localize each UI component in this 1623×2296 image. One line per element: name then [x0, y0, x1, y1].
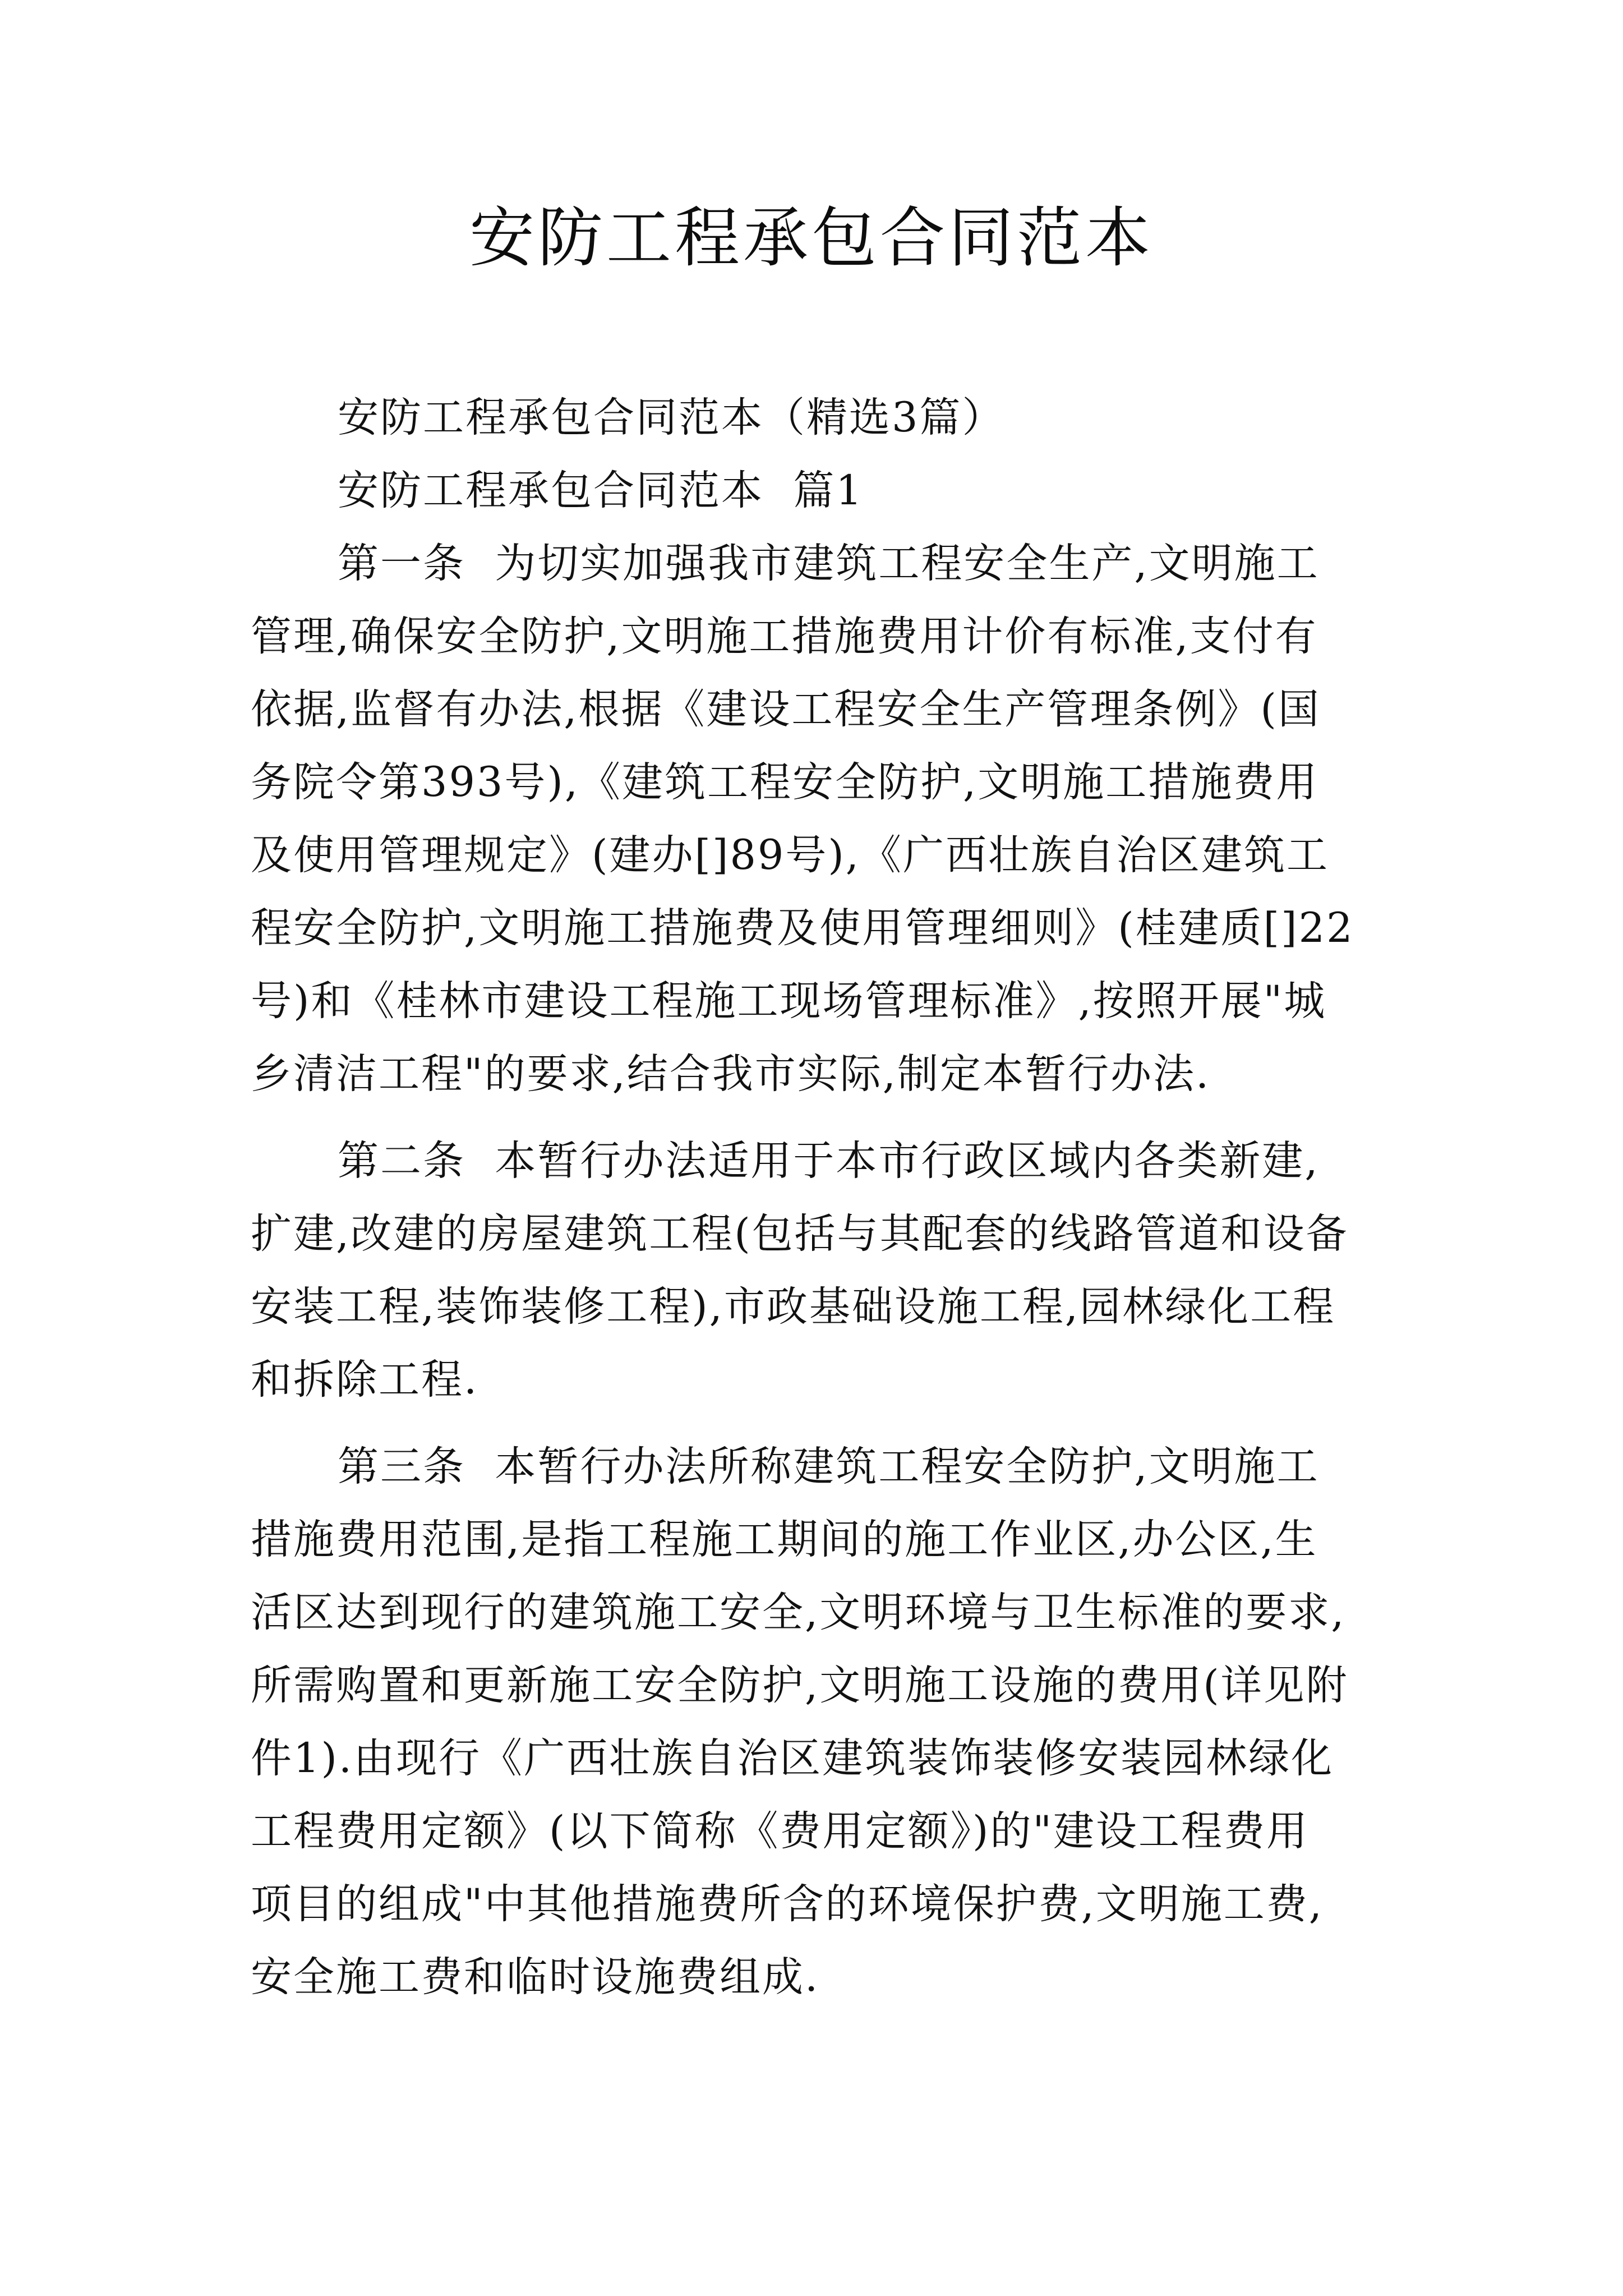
paragraph-line: 措施费用范围,是指工程施工期间的施工作业区,办公区,生 — [251, 1516, 1318, 1563]
document-body — [251, 381, 1389, 2014]
paragraph-line: 安装工程,装饰装修工程),市政基础设施工程,园林绿化工程 — [251, 1283, 1336, 1331]
paragraph-line: 安全施工费和临时设施费组成. — [251, 1953, 820, 2001]
paragraph-article-2 — [251, 1125, 1389, 1416]
paragraph-line: 项目的组成"中其他措施费所含的环境保护费,文明施工费, — [251, 1880, 1324, 1928]
paragraph-line: 第三条 本暂行办法所称建筑工程安全防护,文明施工 — [338, 1443, 1320, 1490]
section-heading: 安防工程承包合同范本 篇1 — [338, 467, 864, 514]
paragraph-line: 所需购置和更新施工安全防护,文明施工设施的费用(详见附 — [251, 1662, 1349, 1709]
paragraph-line: 工程费用定额》(以下简称《费用定额》)的"建设工程费用 — [251, 1807, 1310, 1855]
paragraph-line: 及使用管理规定》(建办[]89号),《广西壮族自治区建筑工 — [251, 831, 1330, 879]
paragraph-line: 号)和《桂林市建设工程施工现场管理标准》,按照开展"城 — [251, 977, 1327, 1025]
paragraph-line: 活区达到现行的建筑施工安全,文明环境与卫生标准的要求, — [251, 1589, 1346, 1636]
paragraph-line: 管理,确保安全防护,文明施工措施费用计价有标准,支付有 — [251, 613, 1318, 660]
paragraph-line: 和拆除工程. — [251, 1356, 479, 1404]
paragraph-line: 第二条 本暂行办法适用于本市行政区域内各类新建, — [338, 1137, 1320, 1185]
document-subtitle: 安防工程承包合同范本（精选3篇） — [338, 394, 1005, 441]
paragraph-line: 程安全防护,文明施工措施费及使用管理细则》(桂建质[]22 — [251, 904, 1354, 952]
paragraph-line: 扩建,改建的房屋建筑工程(包括与其配套的线路管道和设备 — [251, 1210, 1349, 1258]
paragraph-article-3 — [251, 1430, 1389, 2014]
paragraph-line: 件1).由现行《广西壮族自治区建筑装饰装修安装园林绿化 — [251, 1734, 1334, 1782]
paragraph-line: 务院令第393号),《建筑工程安全防护,文明施工措施费用 — [251, 758, 1319, 806]
paragraph-line: 依据,监督有办法,根据《建设工程安全生产管理条例》(国 — [251, 685, 1321, 733]
document-title: 安防工程承包合同范本 — [469, 200, 1154, 276]
paragraph-line: 第一条 为切实加强我市建筑工程安全生产,文明施工 — [338, 540, 1320, 587]
paragraph-line: 乡清洁工程"的要求,结合我市实际,制定本暂行办法. — [251, 1050, 1211, 1098]
paragraph-article-1 — [251, 527, 1389, 1111]
